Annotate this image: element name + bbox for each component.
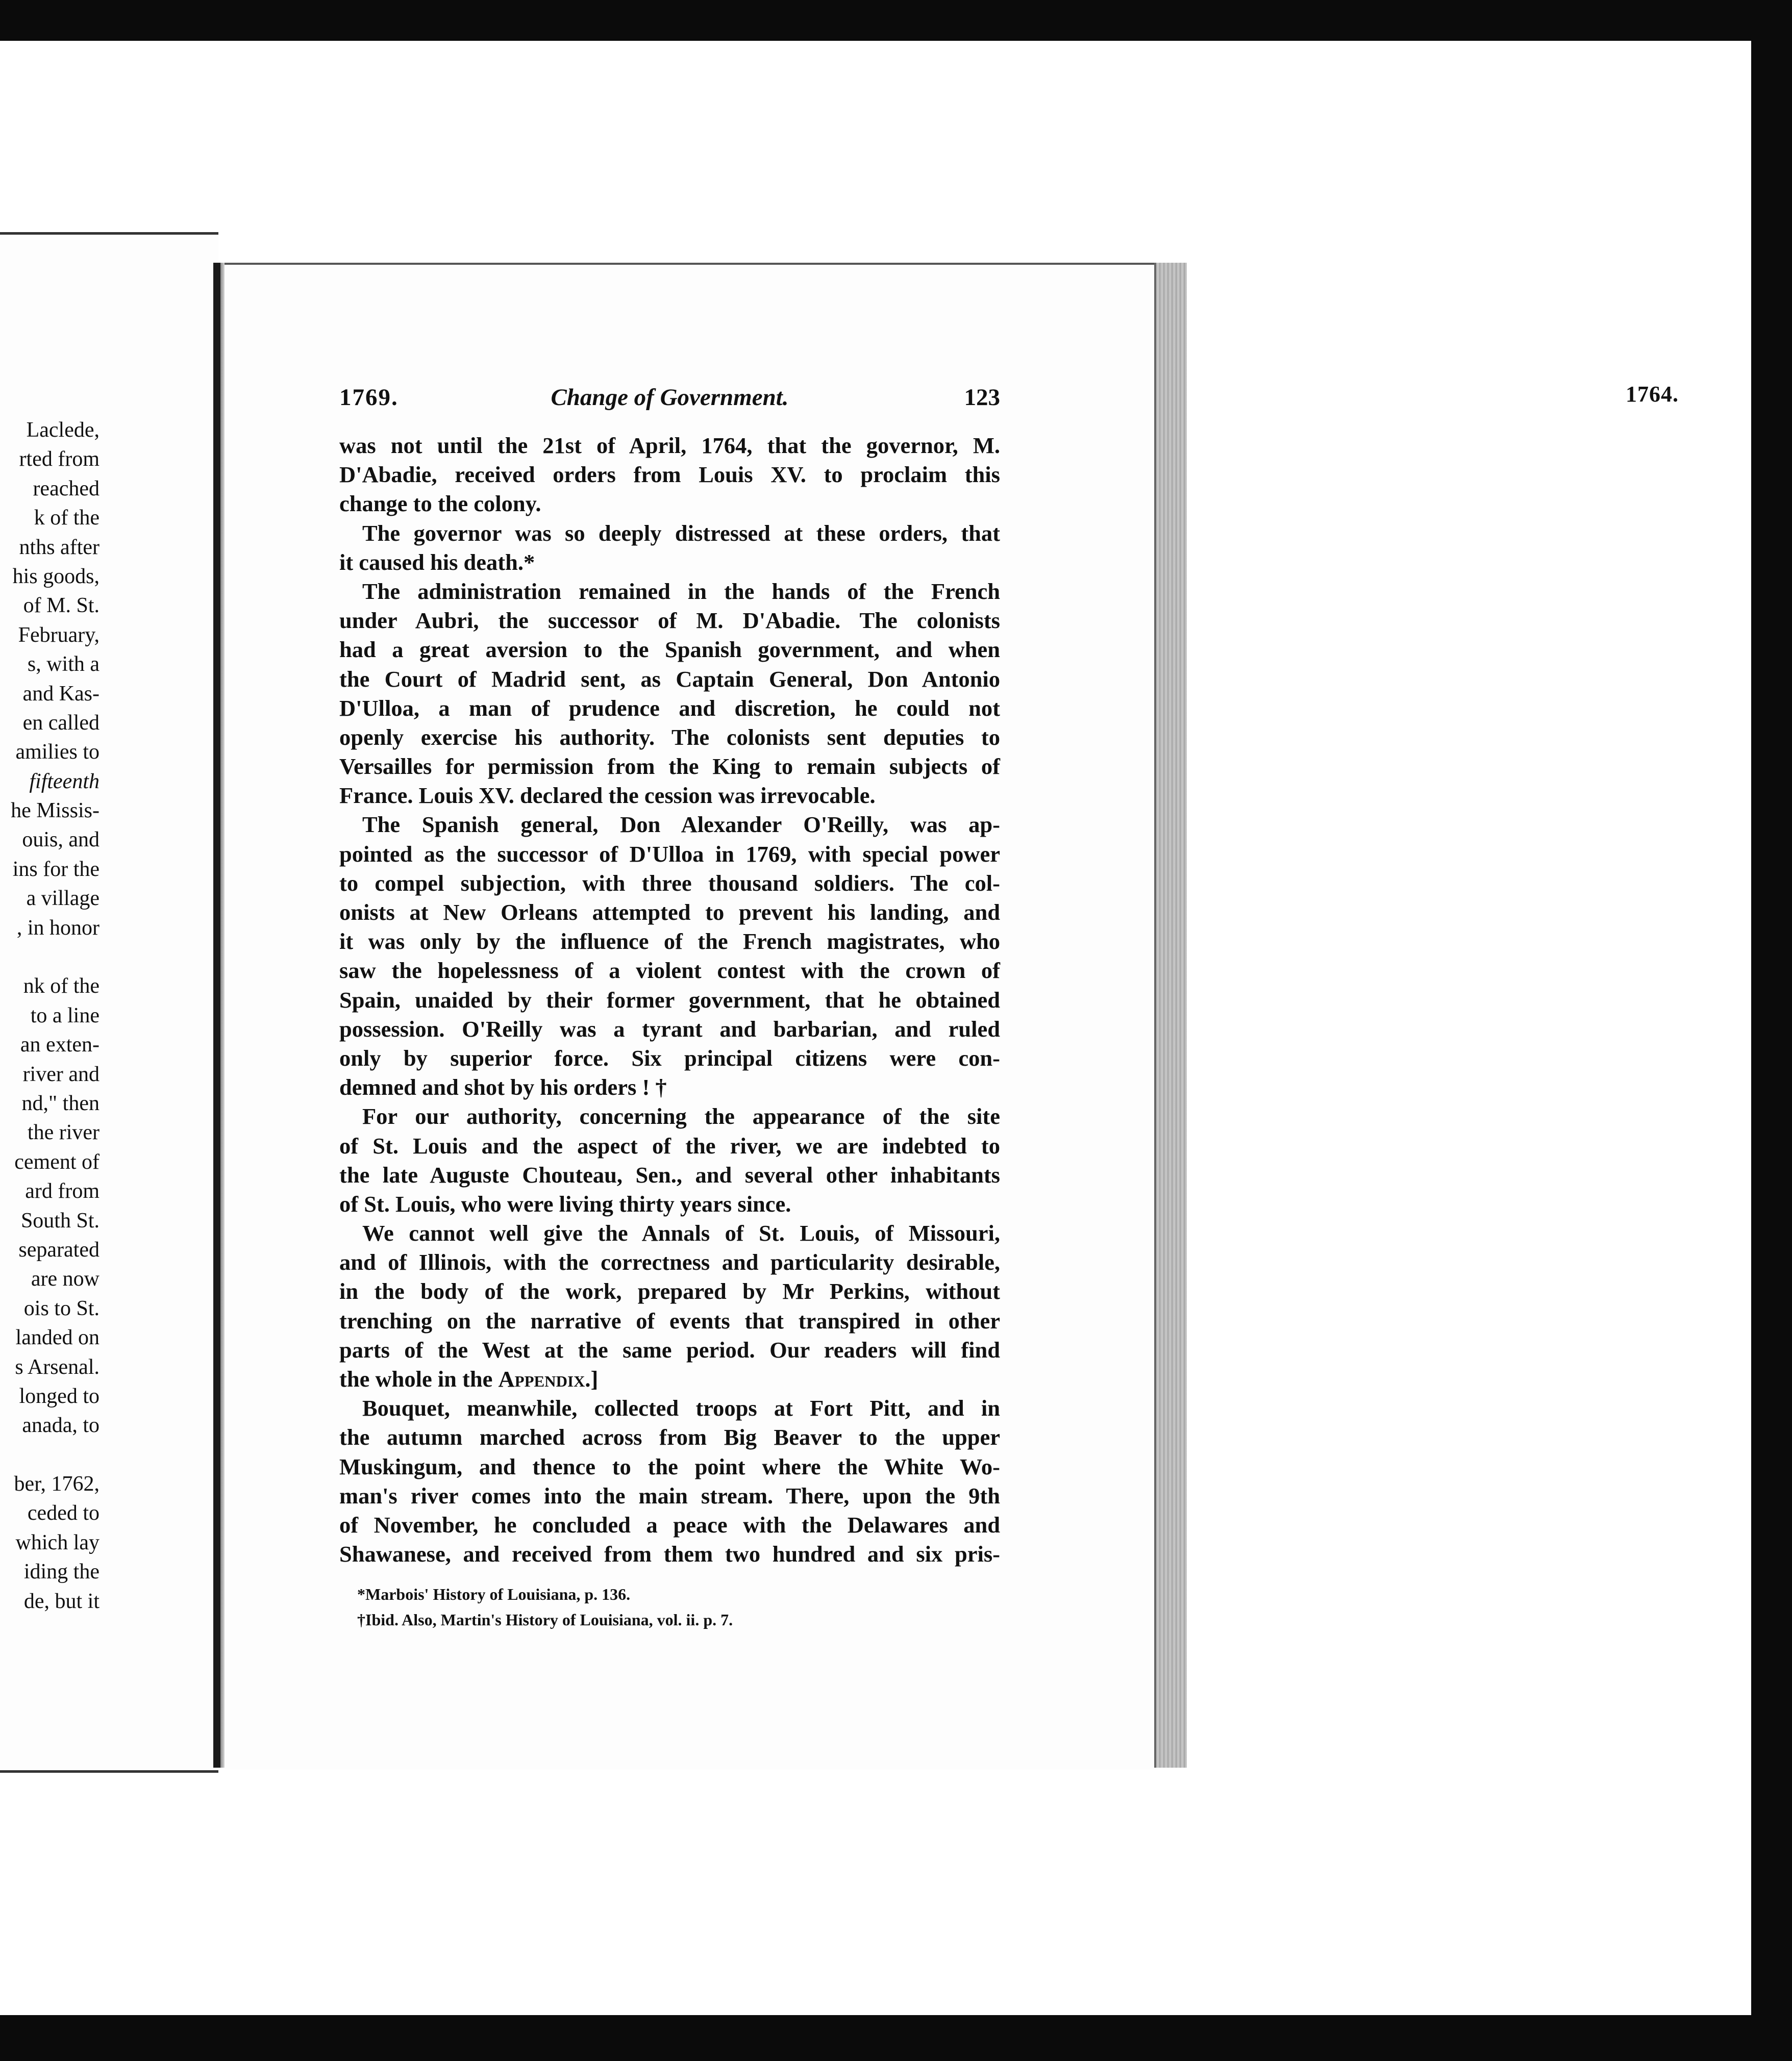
left-page-line: his goods, xyxy=(12,564,99,588)
left-page-line: longed to xyxy=(19,1384,99,1408)
left-page-text xyxy=(0,416,99,1616)
left-page-line: s, with a xyxy=(27,652,99,676)
footnote-1: *Marbois' History of Louisiana, p. 136. xyxy=(357,1585,631,1603)
text-line: man's river comes into the main stream. There, upon the 9th xyxy=(339,1482,1000,1509)
text-line: only by superior force. Six principal citizens were con- xyxy=(339,1045,1000,1071)
text-line: For our authority, concerning the appearance of the site xyxy=(362,1103,1000,1129)
page-number: 123 xyxy=(964,384,1000,411)
left-page-line: reached xyxy=(33,476,99,500)
text-line: in the body of the work, prepared by Mr Perkins, without xyxy=(339,1278,1000,1304)
left-page-line: he Missis- xyxy=(11,799,99,823)
text-line xyxy=(339,1365,1000,1394)
text-line: of St. Louis, who were living thirty years since. xyxy=(339,1191,791,1217)
left-page-line: ceded to xyxy=(27,1501,99,1525)
text-line: trenching on the narrative of events that transpired in other xyxy=(339,1308,1000,1334)
text-line: The governor was so deeply distressed at these orders, that xyxy=(362,520,1000,546)
text-line: D'Abadie, received orders from Louis XV. to proclaim this xyxy=(339,462,1000,488)
left-page-line: landed on xyxy=(15,1326,99,1350)
text-line: openly exercise his authority. The colonists sent deputies to xyxy=(339,724,1000,750)
book-gutter xyxy=(213,263,220,1768)
left-page-line: nths after xyxy=(19,535,99,559)
left-page-header: 1764. xyxy=(1626,382,1679,407)
text-line: Shawanese, and received from them two hundred and six pris- xyxy=(339,1541,1000,1567)
left-page-line: fifteenth xyxy=(29,769,99,793)
left-page-line: to a line xyxy=(30,1003,99,1027)
running-head-title: Change of Government. xyxy=(551,384,789,411)
left-page-line: s Arsenal. xyxy=(15,1355,99,1379)
left-page-line: separated xyxy=(18,1238,99,1262)
text-line: of St. Louis and the aspect of the river, we are indebted to xyxy=(339,1133,1000,1159)
text-line: parts of the West at the same period. Our readers will find xyxy=(339,1337,1000,1363)
text-line: demned and shot by his orders ! † xyxy=(339,1074,667,1100)
text-line: possession. O'Reilly was a tyrant and barbarian, and ruled xyxy=(339,1016,1000,1042)
left-page-line: ois to St. xyxy=(23,1296,99,1320)
scan-border-top xyxy=(0,0,1792,41)
footnote-2: †Ibid. Also, Martin's History of Louisiana, vol. ii. p. 7. xyxy=(357,1611,733,1629)
left-page-line: , in honor xyxy=(16,916,99,940)
text-line: change to the colony. xyxy=(339,491,541,517)
text-line: had a great aversion to the Spanish government, and when xyxy=(339,637,1000,663)
left-page-line: nk of the xyxy=(23,974,99,998)
running-head xyxy=(339,384,1000,414)
page-edge xyxy=(1154,263,1187,1768)
left-page-line: South St. xyxy=(20,1209,99,1233)
left-page-line: an exten- xyxy=(20,1033,99,1057)
text-line: Versailles for permission from the King to remain subjects of xyxy=(339,753,1000,780)
left-page-line: ins for the xyxy=(12,857,99,881)
left-page-line: en called xyxy=(22,711,99,735)
text-line: to compel subjection, with three thousand soldiers. The col- xyxy=(339,870,1000,896)
text-line: it was only by the influence of the French magistrates, who xyxy=(339,928,1000,954)
text-line: Muskingum, and thence to the point where the White Wo- xyxy=(339,1453,1000,1479)
left-page-line: k of the xyxy=(34,506,99,530)
text-line-start: the whole in the xyxy=(339,1366,499,1392)
text-line: under Aubri, the successor of M. D'Abadie. The colonists xyxy=(339,608,1000,634)
text-line: saw the hopelessness of a violent contest with the crown of xyxy=(339,958,1000,984)
left-page-line: are now xyxy=(31,1267,99,1291)
left-page-line: and Kas- xyxy=(22,682,99,706)
left-page-line: the river xyxy=(27,1121,99,1145)
text-line: D'Ulloa, a man of prudence and discretion, he could not xyxy=(339,695,1000,721)
text-line: pointed as the successor of D'Ulloa in 1769, with special power xyxy=(339,841,1000,867)
text-line: the Court of Madrid sent, as Captain General, Don Antonio xyxy=(339,666,1000,692)
left-page-line: cement of xyxy=(14,1150,99,1174)
left-page-line: ard from xyxy=(25,1179,99,1203)
scan-border-right xyxy=(1751,0,1792,2061)
left-page-line: of M. St. xyxy=(23,594,99,618)
left-page-line: de, but it xyxy=(23,1589,99,1613)
text-line: The Spanish general, Don Alexander O'Reilly, was ap- xyxy=(362,812,1000,838)
text-line: We cannot well give the Annals of St. Louis, of Missouri, xyxy=(362,1220,1000,1246)
left-page-line: iding the xyxy=(23,1560,99,1584)
closing-bracket: ] xyxy=(590,1366,599,1392)
left-page-line xyxy=(0,1441,99,1470)
text-line: was not until the 21st of April, 1764, that the governor, M. xyxy=(339,433,1000,458)
footnotes xyxy=(339,1581,1000,1632)
left-page-line: a village xyxy=(26,887,99,911)
left-page-line: nd," then xyxy=(21,1091,99,1115)
text-line: it caused his death.* xyxy=(339,549,535,575)
left-page-line: river and xyxy=(22,1062,99,1086)
text-line: onists at New Orleans attempted to prevent his landing, and xyxy=(339,899,1000,925)
left-page-line xyxy=(0,943,99,972)
appendix-reference: Appendix. xyxy=(498,1366,591,1392)
left-page-line: ouis, and xyxy=(22,828,99,852)
left-page-line: amilies to xyxy=(15,740,99,764)
left-page-line: rted from xyxy=(19,447,99,471)
left-page-line: anada, to xyxy=(22,1414,99,1438)
text-line: France. Louis XV. declared the cession was irrevocable. xyxy=(339,783,876,809)
left-page-line: February, xyxy=(18,623,99,647)
scan-border-bottom xyxy=(0,2015,1792,2061)
text-line: Spain, unaided by their former government, that he obtained xyxy=(339,987,1000,1013)
text-line: the autumn marched across from Big Beaver to the upper xyxy=(339,1424,1000,1450)
running-head-year: 1769. xyxy=(339,384,399,411)
left-page-line: Laclede, xyxy=(26,418,99,442)
text-line: of November, he concluded a peace with the Delawares and xyxy=(339,1512,1000,1538)
text-line: the late Auguste Chouteau, Sen., and several other inhabitants xyxy=(339,1162,1000,1188)
body-text xyxy=(339,431,1000,1569)
text-line: The administration remained in the hands of the French xyxy=(362,578,1000,604)
text-line: Bouquet, meanwhile, collected troops at Fort Pitt, and in xyxy=(362,1395,1000,1421)
text-line: and of Illinois, with the correctness and particularity desirable, xyxy=(339,1249,1000,1275)
left-page-line: which lay xyxy=(15,1530,99,1554)
left-page-line: ber, 1762, xyxy=(14,1472,99,1496)
